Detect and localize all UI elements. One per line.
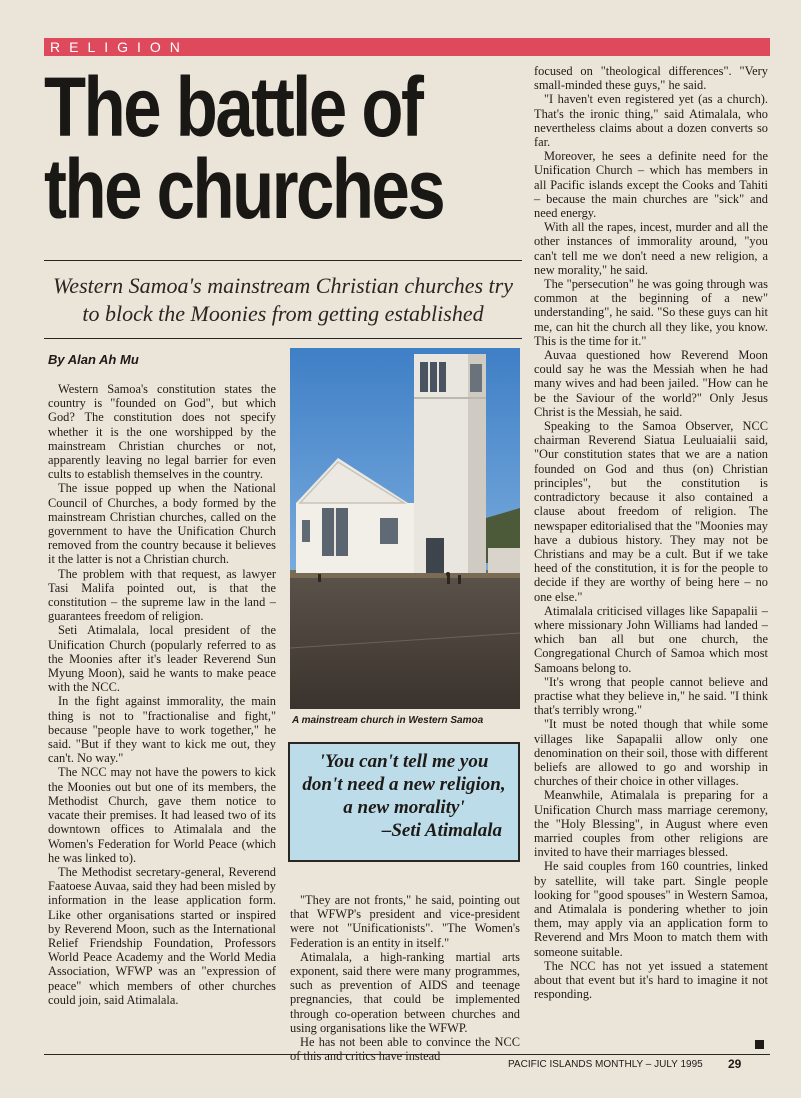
page-number: 29 (728, 1057, 742, 1071)
footer-publication: PACIFIC ISLANDS MONTHLY – JULY 1995 (508, 1059, 703, 1070)
paragraph: Meanwhile, Atimalala is preparing for a Unification Church mass marriage ceremony, the "Holy Blessing", in August where even married couples from other religions are invited to have their marriages blessed. (534, 788, 768, 860)
paragraph: Seti Atimalala, local president of the Unification Church (popularly referred to as the Moonies after it's leader Reverend Sun Myung Moon), said he wants to make peace with the NCC. (48, 623, 276, 695)
paragraph: "It's wrong that people cannot believe and practise what they believe in," he said. "I think that's terribly wrong." (534, 674, 768, 718)
article-column-2 (290, 893, 520, 1063)
paragraph: "They are not fronts," he said, pointing out that WFWP's president and vice-president were not "Unificationists". "The Women's Federation is an entity in itself." (290, 893, 520, 950)
paragraph: He said couples from 160 countries, linked by satellite, will take part. Single people looking for "good spouses" in Western Samoa, and Atimalala is pondering whether to join them, may apply via an application form to Reverend and Mrs Moon to match them with someone suitable. (534, 859, 768, 959)
paragraph: Western Samoa's constitution states the country is "founded on God", but which God? The constitution does not specify whether it is the one worshipped by the mainstream Christian churches or not, apparently leaving no legal barrier for even cults to establish themselves in the country. (48, 382, 276, 482)
pull-quote-text: 'You can't tell me you don't need a new religion, a new morality' (302, 751, 506, 818)
paragraph: The issue popped up when the National Council of Churches, a body formed by the mainstream Christian churches, called on the government to have the Unification Church removed from the country because it believes it the latter is not a Christian church. (48, 481, 276, 567)
church-photo (290, 348, 520, 709)
paragraph: Atimalala criticised villages like Sapapalii – where missionary John Williams had landed – which ban all but one church, the Congregational Church of Samoa which most Samoans belong to. (534, 603, 768, 675)
article-column-3 (534, 64, 768, 1001)
paragraph: Atimalala, a high-ranking martial arts exponent, said there were many programmes, such as prevention of AIDS and teenage pregnancies, that could be implemented through co-operation between churches and using organisations like the WFWP. (290, 949, 520, 1035)
photo-caption: A mainstream church in Western Samoa (292, 715, 484, 726)
article-column-1 (48, 382, 276, 1007)
section-bar (44, 38, 770, 56)
standfirst: Western Samoa's mainstream Christian churches try to block the Moonies from getting established (53, 273, 513, 326)
paragraph: The NCC has not yet issued a statement about that event but it's hard to imagine it not responding. (534, 958, 768, 1002)
footer-rule (44, 1054, 770, 1055)
section-label: RELIGION (50, 39, 189, 55)
paragraph: He has not been able to convince the NCC of this and critics have instead (290, 1035, 520, 1064)
headline-line-2: the churches (44, 142, 444, 236)
paragraph: The NCC may not have the powers to kick the Moonies out but one of its members, the Methodist Church, gave them notice to vacate their premises. It had leased two of its downtown offices to Atimalala and the Women's Federation for World Peace (which he was linked to). (48, 765, 276, 865)
paragraph: In the fight against immorality, the main thing is not to "fractionalise and fight," because "people have to work together," he said. "But if they want to kick me out, they can't. No way." (48, 694, 276, 766)
byline: By Alan Ah Mu (48, 352, 139, 367)
paragraph: "I haven't even registered yet (as a church). That's the ironic thing," said Atimalala, who nevertheless claims about a dozen converts so far. (534, 92, 768, 150)
paragraph: The "persecution" he was going through was common at the beginning of a new" understanding", he said. "So these guys can hit me, can hit the church all they like, you know. This is the time for it." (534, 277, 768, 348)
paragraph: The problem with that request, as lawyer Tasi Malifa pointed out, is that the constitution – the supreme law in the land – guarantees freedom of religion. (48, 566, 276, 624)
paragraph-continued: focused on "theological differences". "Very small-minded these guys," he said. (534, 64, 768, 93)
paragraph: Speaking to the Samoa Observer, NCC chairman Reverend Siatua Leuluaialii said, "Our constitution states that we are a nation founded on God and thus (on) Christian principles", but the constitution is contradictory because it also contained a clause about freedom of religion. The newspaper editorialised that the "Moonies may have a dubious history. They may not be Christians and may be a cult. But if we take heed of the constitution, it is for the people to decide if they are worthy of being here – no one else." (534, 419, 768, 604)
paragraph: Moreover, he sees a definite need for the Unification Church – which has members in all Pacific islands except the Cooks and Tahiti – because the main churches are "sick" and need energy. (534, 149, 768, 221)
standfirst-top-rule (44, 260, 522, 261)
paragraph: With all the rapes, incest, murder and all the other instances of immorality around, "you can't tell me we don't need a new religion, a new morality," he said. (534, 220, 768, 277)
headline-line-1: The battle of (44, 60, 422, 154)
end-of-article-mark (755, 1040, 764, 1049)
standfirst-bottom-rule (44, 338, 522, 339)
pull-quote-attribution: –Seti Atimalala (381, 820, 502, 841)
paragraph: Auvaa questioned how Reverend Moon could say he was the Messiah when he had many wives and had been jailed. "How can he be the Saviour of the world?" Only Jesus Christ is the Messiah, he said. (534, 348, 768, 419)
headline (44, 60, 446, 236)
paragraph: "It must be noted though that while some villages like Sapapalii allow only one denomination on their soil, those with different beliefs are allowed to go and worship in churches of their choice in other villages. (534, 717, 768, 789)
pull-quote (288, 742, 520, 862)
paragraph: The Methodist secretary-general, Reverend Faatoese Auvaa, said they had been misled by information in the lease application form. Like other organisations started or inspired by Reverend Moon, such as the International Relief Friendship Foundation, Professors World Peace Academy and the World Media Association, WFWP was an "expression of peace" which members of other churches could join, said Atimalala. (48, 864, 276, 1007)
